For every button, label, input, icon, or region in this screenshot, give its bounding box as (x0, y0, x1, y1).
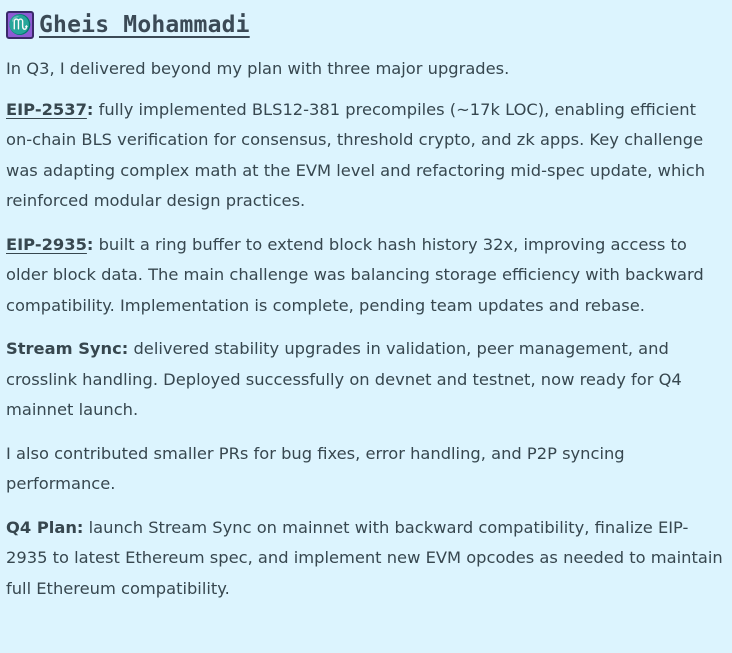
stream-sync-paragraph (6, 334, 726, 426)
eip-2935-link[interactable]: EIP-2935 (6, 234, 87, 254)
extra-contributions-paragraph: I also contributed smaller PRs for bug fixes, error handling, and P2P syncing performance. (6, 443, 625, 493)
eip-2537-paragraph (6, 95, 726, 217)
author-name-link[interactable]: Gheis Mohammadi (39, 12, 250, 38)
author-heading (6, 8, 726, 42)
eip-2935-paragraph (6, 230, 726, 322)
eip-2537-link[interactable]: EIP-2537 (6, 99, 87, 119)
intro-paragraph: In Q3, I delivered beyond my plan with three major upgrades. (6, 59, 510, 78)
scorpius-emoji-icon: ♏ (6, 11, 34, 39)
eip-2935-colon: : (86, 234, 94, 254)
stream-sync-text: delivered stability upgrades in validation, peer management, and crosslink handling. Deployed successfully on devnet and testnet, now ready for Q4 mainnet launch. (6, 339, 682, 419)
eip-2935-text: built a ring buffer to extend block hash history 32x, improving access to older block data. The main challenge was balancing storage efficiency with backward compatibility. Implementation is complete, pending team updates and rebase. (6, 234, 704, 315)
q4-plan-text: launch Stream Sync on mainnet with backward compatibility, finalize EIP-2935 to latest Ethereum spec, and implement new EVM opcodes as needed to maintain full Ethereum compatibility. (6, 517, 723, 598)
eip-2537-text: fully implemented BLS12-381 precompiles (~17k LOC), enabling efficient on-chain BLS verification for consensus, threshold crypto, and zk apps. Key challenge was adapting complex math at the EVM level and refactoring mid-spec update, which reinforced modular design practices. (6, 99, 706, 210)
eip-2537-colon: : (86, 99, 94, 119)
stream-sync-label: Stream Sync: (6, 339, 129, 358)
q4-plan-paragraph (6, 513, 726, 605)
q4-plan-label: Q4 Plan: (6, 517, 84, 537)
